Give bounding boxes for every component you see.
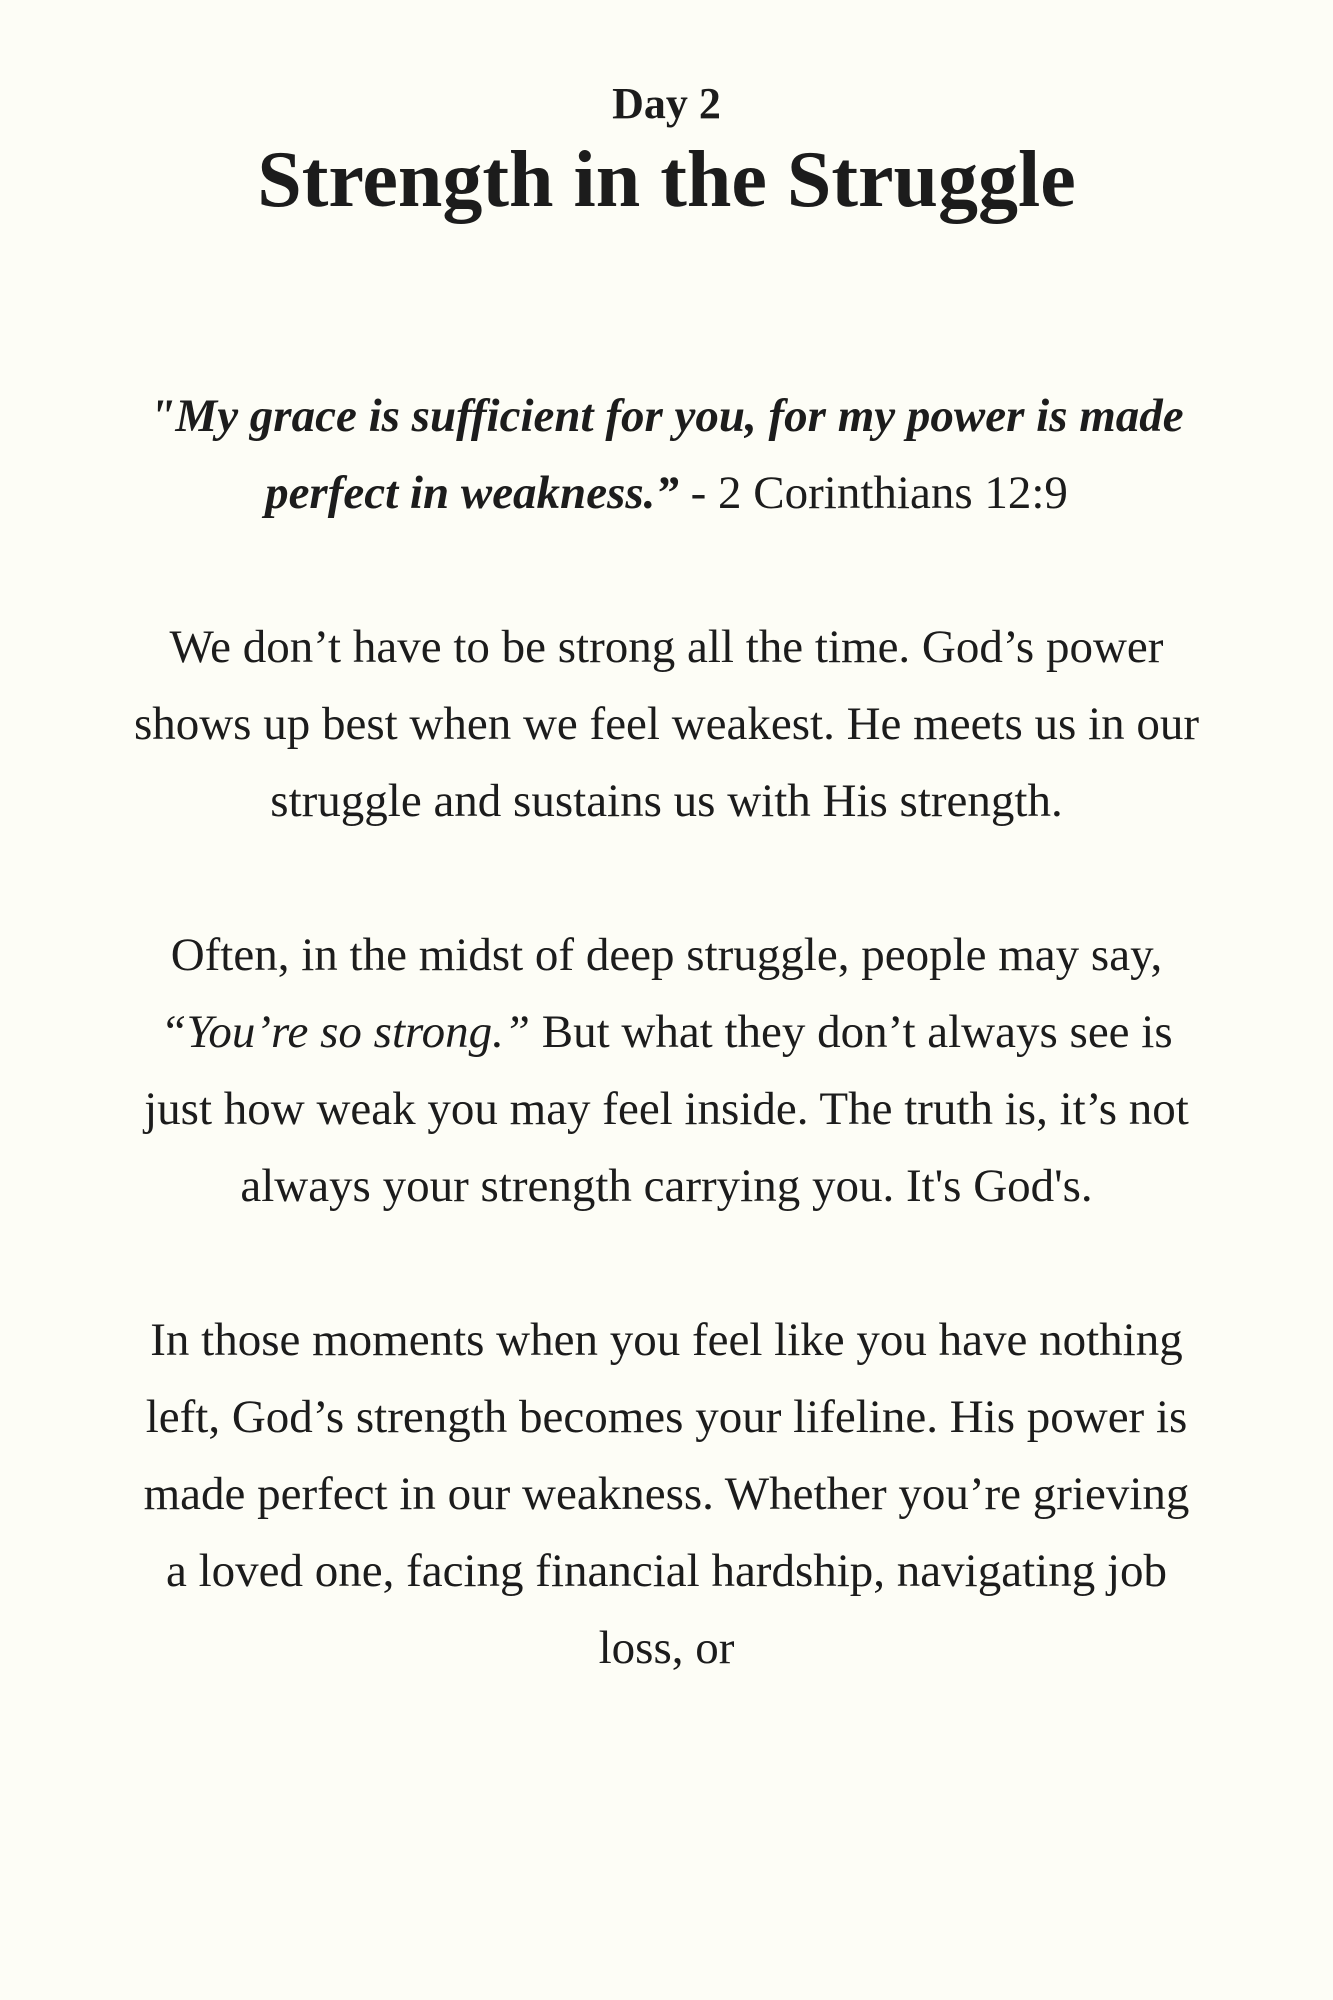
scripture-verse xyxy=(130,378,1203,532)
paragraph-2-text-start: Often, in the midst of deep struggle, people may say, xyxy=(170,929,1163,981)
paragraph-1: We don’t have to be strong all the time. God’s power shows up best when we feel weakest. He meets us in our struggle and sustains us with His strength. xyxy=(133,621,1200,827)
page-title: Strength in the Struggle xyxy=(257,136,1076,224)
verse-reference: - 2 Corinthians 12:9 xyxy=(678,467,1068,519)
paragraph-2-quote: “You’re so strong.” xyxy=(160,1006,530,1058)
paragraph-2 xyxy=(130,917,1203,1225)
paragraph-3: In those moments when you feel like you have nothing left, God’s strength becomes your lifeline. His power is made perfect in our weakness. Whether you’re grieving a loved one, facing financial hardship, navigating job loss, or xyxy=(143,1314,1190,1674)
verse-quote: "My grace is sufficient for you, for my power is made perfect in weakness.” xyxy=(149,390,1184,519)
devotional-body xyxy=(130,378,1203,1764)
paragraph-2-text-end: But what they don’t always see is just how weak you may feel inside. The truth is, it’s not always your strength carrying you. It's God's. xyxy=(144,1006,1189,1212)
day-label: Day 2 xyxy=(612,79,721,128)
